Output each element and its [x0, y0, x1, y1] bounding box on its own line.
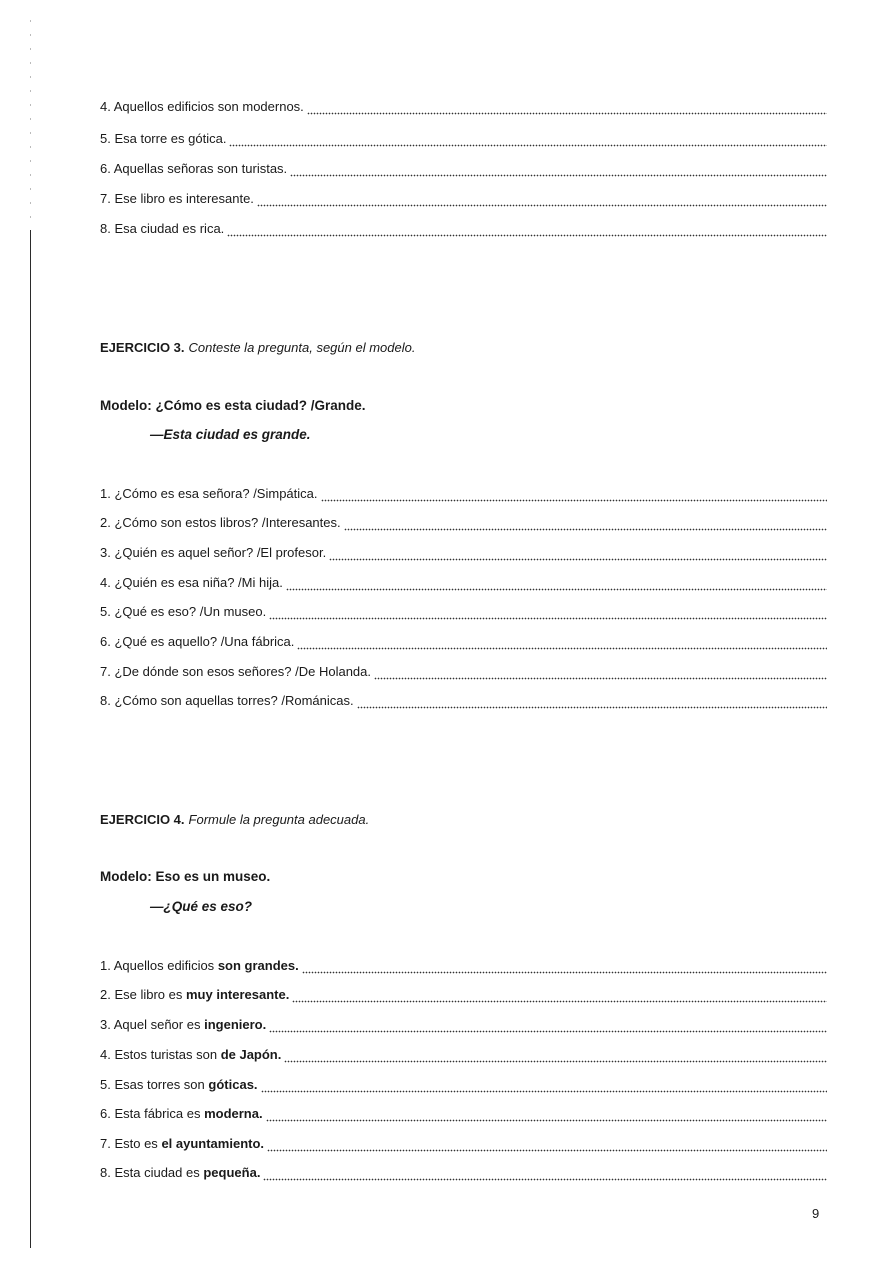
- item-text: 5. ¿Qué es eso? /Un museo.: [100, 604, 267, 619]
- item-text: [100, 987, 289, 1002]
- binding-margin-faint: [30, 20, 31, 230]
- answer-blank[interactable]: [229, 144, 827, 147]
- answer-blank[interactable]: [329, 558, 827, 561]
- item-emphasis: el ayuntamiento.: [161, 1136, 265, 1151]
- list-item: [100, 131, 827, 151]
- item-prefix: 2. Ese libro es: [100, 987, 183, 1002]
- item-emphasis: ingeniero.: [204, 1017, 267, 1032]
- item-emphasis: moderna.: [204, 1106, 263, 1121]
- exercise-4-instruction: Formule la pregunta adecuada.: [188, 812, 370, 827]
- answer-blank[interactable]: [297, 647, 827, 650]
- answer-blank[interactable]: [261, 1090, 827, 1093]
- answer-blank[interactable]: [257, 204, 827, 207]
- item-text: 2. ¿Cómo son estos libros? /Interesantes.: [100, 515, 341, 530]
- answer-blank[interactable]: [374, 677, 827, 680]
- item-emphasis: son grandes.: [217, 958, 299, 973]
- list-item: [100, 1106, 827, 1126]
- answer-blank[interactable]: [284, 1060, 827, 1063]
- item-prefix: 1. Aquellos edificios: [100, 958, 215, 973]
- item-text: 5. Esa torre es gótica.: [100, 131, 227, 146]
- list-item: [100, 664, 827, 684]
- exercise-3-label: EJERCICIO 3.: [100, 340, 185, 355]
- exercise-4-model-answer: —¿Qué es eso?: [150, 899, 253, 914]
- exercise-3-heading: [100, 340, 415, 355]
- item-text: [100, 1077, 258, 1092]
- item-text: [100, 958, 299, 973]
- item-prefix: 5. Esas torres son: [100, 1077, 205, 1092]
- answer-blank[interactable]: [267, 1149, 827, 1152]
- list-item: [100, 634, 827, 654]
- exercise-3-model-question: Modelo: ¿Cómo es esta ciudad? /Grande.: [100, 398, 366, 413]
- answer-blank[interactable]: [227, 234, 827, 237]
- item-prefix: 6. Esta fábrica es: [100, 1106, 201, 1121]
- item-text: 7. Ese libro es interesante.: [100, 191, 254, 206]
- list-item: [100, 515, 827, 535]
- item-text: [100, 1165, 260, 1180]
- item-text: 7. ¿De dónde son esos señores? /De Holanda.: [100, 664, 372, 679]
- exercise-4-heading: [100, 812, 369, 827]
- answer-blank[interactable]: [290, 174, 827, 177]
- exercise-3-model-answer: —Esta ciudad es grande.: [150, 427, 311, 442]
- item-emphasis: pequeña.: [203, 1165, 261, 1180]
- list-item: [100, 1165, 827, 1185]
- item-emphasis: góticas.: [208, 1077, 258, 1092]
- answer-blank[interactable]: [269, 617, 827, 620]
- item-text: 4. ¿Quién es esa niña? /Mi hija.: [100, 575, 283, 590]
- item-text: 8. ¿Cómo son aquellas torres? /Románicas.: [100, 693, 354, 708]
- item-text: [100, 1106, 263, 1121]
- list-item: [100, 604, 827, 624]
- item-prefix: 4. Estos turistas son: [100, 1047, 218, 1062]
- binding-margin-line: [30, 230, 31, 1248]
- list-item: [100, 486, 827, 506]
- item-text: 1. ¿Cómo es esa señora? /Simpática.: [100, 486, 318, 501]
- answer-blank[interactable]: [263, 1178, 827, 1181]
- item-emphasis: muy interesante.: [186, 987, 290, 1002]
- answer-blank[interactable]: [269, 1030, 827, 1033]
- list-item: [100, 1047, 827, 1067]
- item-prefix: 7. Esto es: [100, 1136, 158, 1151]
- answer-blank[interactable]: [321, 499, 828, 502]
- answer-blank[interactable]: [266, 1119, 827, 1122]
- list-item: [100, 221, 827, 241]
- answer-blank[interactable]: [286, 588, 827, 591]
- answer-blank[interactable]: [344, 528, 827, 531]
- answer-blank[interactable]: [357, 706, 827, 709]
- answer-blank[interactable]: [307, 112, 827, 115]
- item-text: 3. ¿Quién es aquel señor? /El profesor.: [100, 545, 327, 560]
- item-text: [100, 1047, 281, 1062]
- list-item: [100, 161, 827, 181]
- list-item: [100, 958, 827, 978]
- list-item: [100, 1077, 827, 1097]
- item-text: [100, 1136, 264, 1151]
- page-number: 9: [812, 1206, 820, 1221]
- list-item: [100, 99, 827, 119]
- list-item: [100, 575, 827, 595]
- item-prefix: 8. Esta ciudad es: [100, 1165, 200, 1180]
- item-text: 8. Esa ciudad es rica.: [100, 221, 225, 236]
- exercise-4-model-question: Modelo: Eso es un museo.: [100, 869, 271, 884]
- list-item: [100, 987, 827, 1007]
- item-text: [100, 1017, 266, 1032]
- list-item: [100, 693, 827, 713]
- item-text: 6. Aquellas señoras son turistas.: [100, 161, 288, 176]
- list-item: [100, 1017, 827, 1037]
- answer-blank[interactable]: [292, 1000, 827, 1003]
- exercise-3-instruction: Conteste la pregunta, según el modelo.: [188, 340, 416, 355]
- list-item: [100, 191, 827, 211]
- item-prefix: 3. Aquel señor es: [100, 1017, 201, 1032]
- answer-blank[interactable]: [302, 971, 827, 974]
- item-text: 6. ¿Qué es aquello? /Una fábrica.: [100, 634, 295, 649]
- list-item: [100, 545, 827, 565]
- list-item: [100, 1136, 827, 1156]
- item-text: 4. Aquellos edificios son modernos.: [100, 99, 304, 114]
- item-emphasis: de Japón.: [220, 1047, 282, 1062]
- exercise-4-label: EJERCICIO 4.: [100, 812, 185, 827]
